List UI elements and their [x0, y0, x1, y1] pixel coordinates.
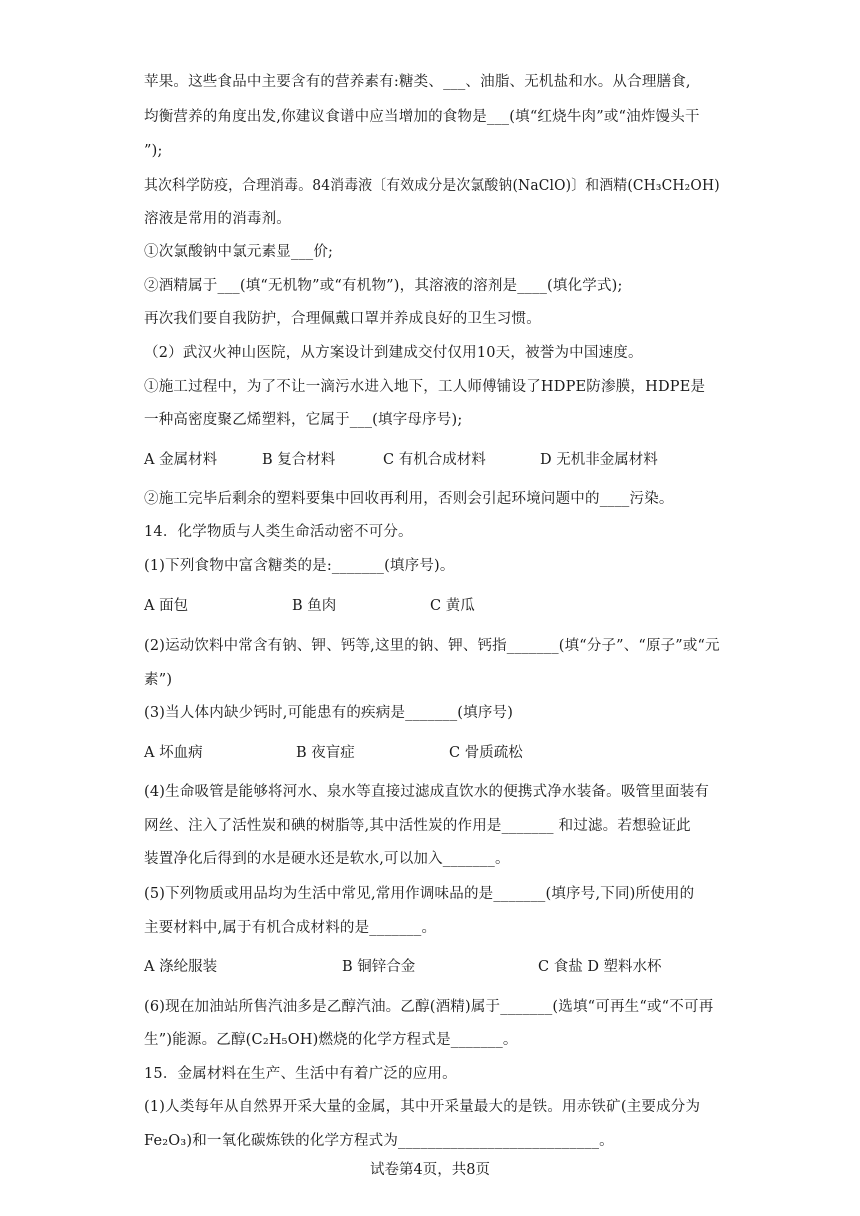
text-line: 主要材料中,属于有机合成材料的是_______。	[144, 920, 437, 936]
text-line: ①施工过程中，为了不让一滴污水进入地下，工人师傅铺设了HDPE防渗膜，HDPE是	[144, 379, 706, 395]
option-a: A 坏血病	[144, 745, 203, 761]
text-line: (2)运动饮料中常含有钠、钾、钙等,这里的钠、钾、钙指_______(填“分子”、“原子”或“元	[144, 638, 720, 654]
text-line: 装置净化后得到的水是硬水还是软水,可以加入_______。	[144, 851, 510, 867]
text-line: ①次氯酸钠中氯元素显___价;	[144, 244, 334, 260]
text-line: 其次科学防疫，合理消毒。84消毒液〔有效成分是次氯酸钠(NaClO)〕和酒精(CH₃CH₂OH)	[144, 178, 720, 194]
text-line: 苹果。这些食品中主要含有的营养素有:糖类、___、油脂、无机盐和水。从合理膳食,	[144, 74, 691, 90]
text-line: 素”)	[144, 672, 173, 688]
option-a: A 面包	[144, 598, 189, 614]
option-c: C 黄瓜	[430, 598, 475, 614]
text-line: 一种高密度聚乙烯塑料，它属于___(填字母序号);	[144, 412, 463, 428]
page-footer: 试卷第4页，共8页	[370, 1162, 490, 1178]
text-line: 网丝、注入了活性炭和碘的树脂等,其中活性炭的作用是_______ 和过滤。若想验证此	[144, 818, 691, 834]
text-line: (4)生命吸管是能够将河水、泉水等直接过滤成直饮水的便携式净水装备。吸管里面装有	[144, 784, 710, 800]
text-line: 再次我们要自我防护，合理佩戴口罩并养成良好的卫生习惯。	[144, 311, 541, 327]
text-line: (5)下列物质或用品均为生活中常见,常用作调味品的是_______(填序号,下同)所使用的	[144, 886, 695, 902]
text-line: (1)下列食物中富含糖类的是:_______(填序号)。	[144, 558, 455, 574]
text-line: 均衡营养的角度出发,你建议食谱中应当增加的食物是___(填“红烧牛肉”或“油炸馒头干	[144, 109, 700, 125]
option-b: B 复合材料	[262, 452, 336, 468]
option-b: B 夜盲症	[296, 745, 355, 761]
question-heading: 15．金属材料在生产、生活中有着广泛的应用。	[144, 1066, 457, 1082]
option-c-d: C 食盐 D 塑料水杯	[538, 959, 662, 975]
option-b: B 鱼肉	[292, 598, 337, 614]
text-line: (3)当人体内缺少钙时,可能患有的疾病是_______(填序号)	[144, 705, 514, 721]
text-line: (1)人类每年从自然界开采大量的金属，其中开采量最大的是铁。用赤铁矿(主要成分为	[144, 1099, 701, 1115]
option-a: A 涤纶服装	[144, 959, 218, 975]
option-a: A 金属材料	[144, 452, 218, 468]
option-c: C 骨质疏松	[449, 745, 523, 761]
text-line: Fe₂O₃)和一氧化碳炼铁的化学方程式为___________________________。	[144, 1133, 614, 1149]
text-line: （2）武汉火神山医院，从方案设计到建成交付仅用10天，被誉为中国速度。	[144, 345, 643, 361]
question-heading: 14．化学物质与人类生命活动密不可分。	[144, 524, 413, 540]
text-line: 生”)能源。乙醇(C₂H₅OH)燃烧的化学方程式是_______。	[144, 1032, 518, 1048]
text-line: (6)现在加油站所售汽油多是乙醇汽油。乙醇(酒精)属于_______(选填“可再生“或“不可再	[144, 999, 714, 1015]
text-line: ②施工完毕后剩余的塑料要集中回收再利用，否则会引起环境问题中的____污染。	[144, 491, 674, 507]
option-b: B 铜锌合金	[342, 959, 416, 975]
text-line: ②酒精属于___(填“无机物”或“有机物”)，其溶液的溶剂是____(填化学式);	[144, 278, 623, 294]
text-line: 溶液是常用的消毒剂。	[144, 211, 291, 227]
option-c: C 有机合成材料	[383, 452, 486, 468]
text-line: ”);	[144, 143, 163, 159]
option-d: D 无机非金属材料	[540, 452, 658, 468]
